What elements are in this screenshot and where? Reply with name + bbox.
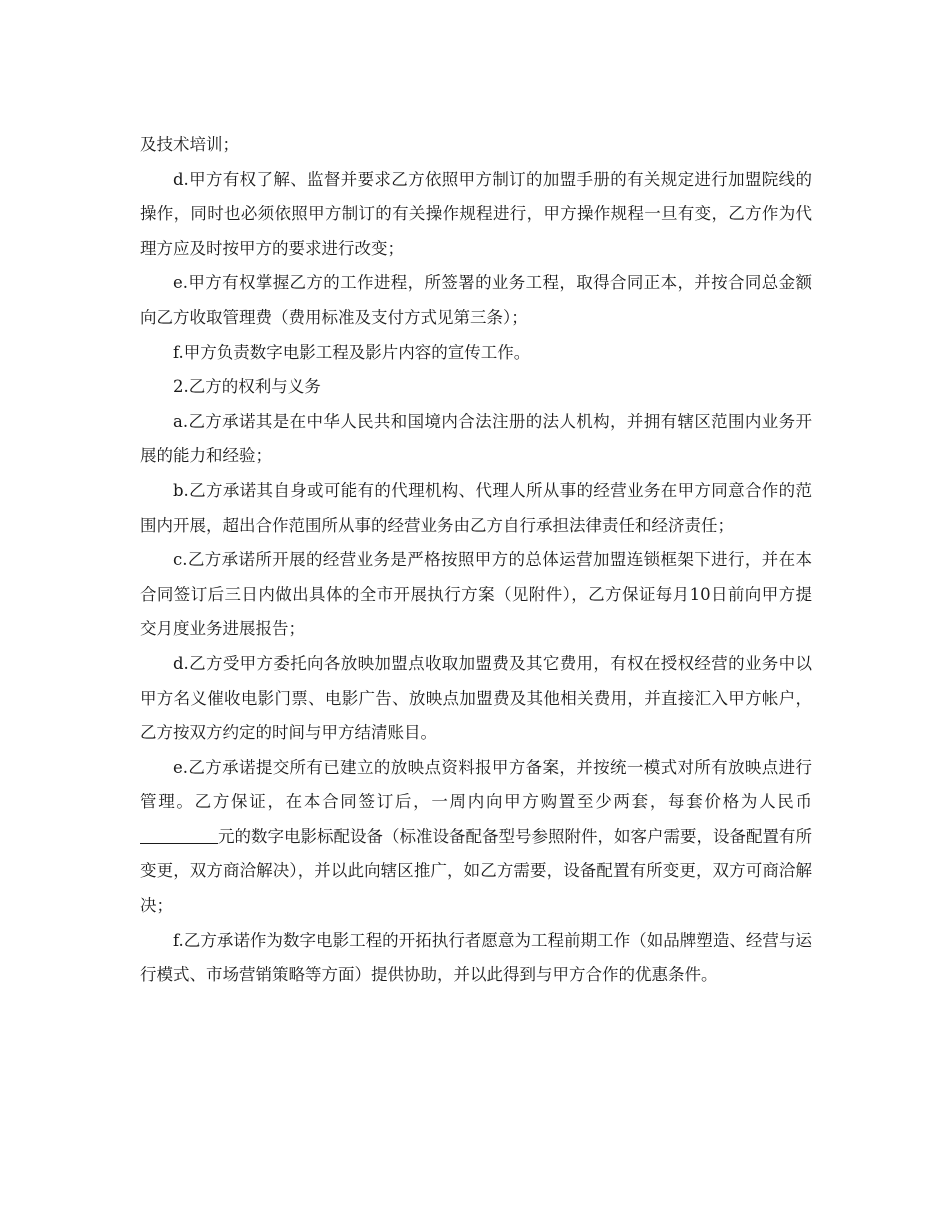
paragraph-clause-e-party-b <box>140 751 812 924</box>
paragraph-continuation: 及技术培训； <box>140 135 239 154</box>
clause-e-text-after: 元的数字电影标配设备（标准设备配备型号参照附件，如客户需要，设备配置有所变更，双方商洽解决），并以此向辖区推广，如乙方需要，设备配置有所变更，双方可商洽解决； <box>140 826 812 916</box>
paragraph-clause-d-party-a: d.甲方有权了解、监督并要求乙方依照甲方制订的加盟手册的有关规定进行加盟院线的操作，同时也必须依照甲方制订的有关操作规程进行，甲方操作规程一旦有变，乙方作为代理方应及时按甲方的要求进行改变； <box>140 169 812 258</box>
paragraph-clause-e-party-a: e.甲方有权掌握乙方的工作进程，所签署的业务工程，取得合同正本，并按合同总金额向乙方收取管理费（费用标准及支付方式见第三条）； <box>140 273 812 327</box>
paragraph-clause-a-party-b: a.乙方承诺其是在中华人民共和国境内合法注册的法人机构，并拥有辖区范围内业务开展的能力和经验； <box>140 411 812 466</box>
section-heading-party-b: 2.乙方的权利与义务 <box>173 377 321 397</box>
document-body <box>140 128 812 993</box>
clause-e-text-before: e.乙方承诺提交所有已建立的放映点资料报甲方备案，并按统一模式对所有放映点进行管理。乙方保证，在本合同签订后，一周内向甲方购置至少两套，每套价格为人民币 <box>140 757 812 812</box>
paragraph-clause-c-party-b: c.乙方承诺所开展的经营业务是严格按照甲方的总体运营加盟连锁框架下进行，并在本合同签订后三日内做出具体的全市开展执行方案（见附件），乙方保证每月10日前向甲方提交月度业务进展报告； <box>140 550 812 639</box>
paragraph-clause-f-party-a: f.甲方负责数字电影工程及影片内容的宣传工作。 <box>173 342 531 362</box>
paragraph-clause-d-party-b: d.乙方受甲方委托向各放映加盟点收取加盟费及其它费用，有权在授权经营的业务中以甲方名义催收电影门票、电影广告、放映点加盟费及其他相关费用，并直接汇入甲方帐户，乙方按双方约定的时间与甲方结清账目。 <box>140 653 812 743</box>
paragraph-clause-b-party-b: b.乙方承诺其自身或可能有的代理机构、代理人所从事的经营业务在甲方同意合作的范围内开展，超出合作范围所从事的经营业务由乙方自行承担法律责任和经济责任； <box>140 480 812 535</box>
paragraph-clause-f-party-b: f.乙方承诺作为数字电影工程的开拓执行者愿意为工程前期工作（如品牌塑造、经营与运行模式、市场营销策略等方面）提供协助，并以此得到与甲方合作的优惠条件。 <box>140 930 812 985</box>
price-blank-field <box>140 826 218 844</box>
